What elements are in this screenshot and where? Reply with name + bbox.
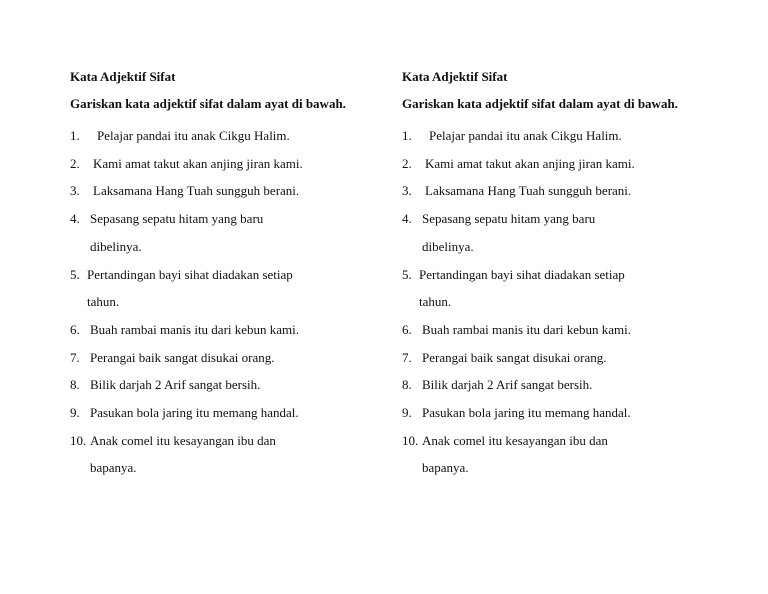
item-text: Kami amat takut akan anjing jiran kami.: [93, 155, 303, 171]
item-number: 10.: [70, 432, 87, 448]
sentence-item: [70, 205, 400, 233]
item-number: 3.: [70, 183, 80, 199]
item-number: 3.: [402, 183, 412, 199]
sentence-item: [70, 427, 400, 455]
item-number: 1.: [70, 128, 80, 143]
sentence-item: [70, 344, 400, 372]
item-text: Sepasang sepatu hitam yang baru: [422, 211, 596, 227]
item-number: 4.: [70, 211, 80, 227]
sentence-item: [402, 150, 732, 178]
item-text: Buah rambai manis itu dari kebun kami.: [422, 321, 632, 337]
sentence-item: [70, 122, 400, 150]
worksheet-instruction: Gariskan kata adjektif sifat dalam ayat di bawah.: [70, 96, 346, 111]
item-number: 4.: [402, 211, 412, 227]
sentence-item: [402, 177, 732, 205]
sentence-item: [70, 371, 400, 399]
sentence-item: [402, 371, 732, 399]
item-number: 6.: [70, 321, 80, 337]
item-text: Laksamana Hang Tuah sungguh berani.: [93, 183, 300, 199]
item-text: Perangai baik sangat disukai orang.: [422, 349, 607, 365]
worksheet-title: Kata Adjektif Sifat: [70, 69, 176, 84]
item-text: Pertandingan bayi sihat diadakan setiap: [419, 266, 625, 282]
worksheet-column-right: [402, 67, 732, 482]
item-number: 1.: [402, 128, 412, 143]
item-number: 7.: [402, 349, 412, 365]
sentence-item: [70, 316, 400, 344]
item-text: Pasukan bola jaring itu memang handal.: [90, 405, 299, 421]
sentence-continuation: dibelinya.: [90, 238, 142, 254]
sentence-list: [402, 122, 732, 482]
sentence-item: [402, 316, 732, 344]
item-number: 10.: [402, 432, 419, 448]
sentence-continuation: tahun.: [419, 294, 452, 310]
sentence-continuation: bapanya.: [90, 460, 137, 476]
sentence-item: [70, 177, 400, 205]
item-text: Kami amat takut akan anjing jiran kami.: [425, 155, 635, 171]
sentence-item: [402, 344, 732, 372]
item-number: 9.: [70, 405, 80, 421]
item-text: Pelajar pandai itu anak Cikgu Halim.: [429, 128, 622, 143]
item-number: 2.: [70, 155, 80, 171]
item-number: 8.: [70, 377, 80, 393]
item-text: Pelajar pandai itu anak Cikgu Halim.: [97, 128, 290, 143]
sentence-item: [402, 399, 732, 427]
sentence-continuation: tahun.: [87, 294, 120, 310]
sentence-item: [70, 150, 400, 178]
worksheet-title: Kata Adjektif Sifat: [402, 69, 508, 84]
item-text: Laksamana Hang Tuah sungguh berani.: [425, 183, 632, 199]
item-number: 5.: [70, 266, 80, 282]
item-number: 6.: [402, 321, 412, 337]
worksheet-instruction: Gariskan kata adjektif sifat dalam ayat di bawah.: [402, 96, 678, 111]
sentence-list: [70, 122, 400, 482]
item-text: Buah rambai manis itu dari kebun kami.: [90, 321, 300, 337]
item-number: 8.: [402, 377, 412, 393]
item-number: 9.: [402, 405, 412, 421]
sentence-item: [402, 122, 732, 150]
sentence-continuation: bapanya.: [422, 460, 469, 476]
item-text: Bilik darjah 2 Arif sangat bersih.: [90, 377, 261, 393]
sentence-item: [402, 205, 732, 233]
sentence-item: [402, 261, 732, 289]
item-text: Pertandingan bayi sihat diadakan setiap: [87, 266, 293, 282]
sentence-item: [70, 261, 400, 289]
item-number: 2.: [402, 155, 412, 171]
sentence-item: [402, 427, 732, 455]
item-text: Bilik darjah 2 Arif sangat bersih.: [422, 377, 593, 393]
item-number: 7.: [70, 349, 80, 365]
item-text: Sepasang sepatu hitam yang baru: [90, 211, 264, 227]
worksheet-column-left: [70, 67, 400, 482]
item-text: Pasukan bola jaring itu memang handal.: [422, 405, 631, 421]
item-number: 5.: [402, 266, 412, 282]
sentence-continuation: dibelinya.: [422, 238, 474, 254]
item-text: Anak comel itu kesayangan ibu dan: [422, 432, 608, 448]
item-text: Perangai baik sangat disukai orang.: [90, 349, 275, 365]
sentence-item: [70, 399, 400, 427]
item-text: Anak comel itu kesayangan ibu dan: [90, 432, 276, 448]
